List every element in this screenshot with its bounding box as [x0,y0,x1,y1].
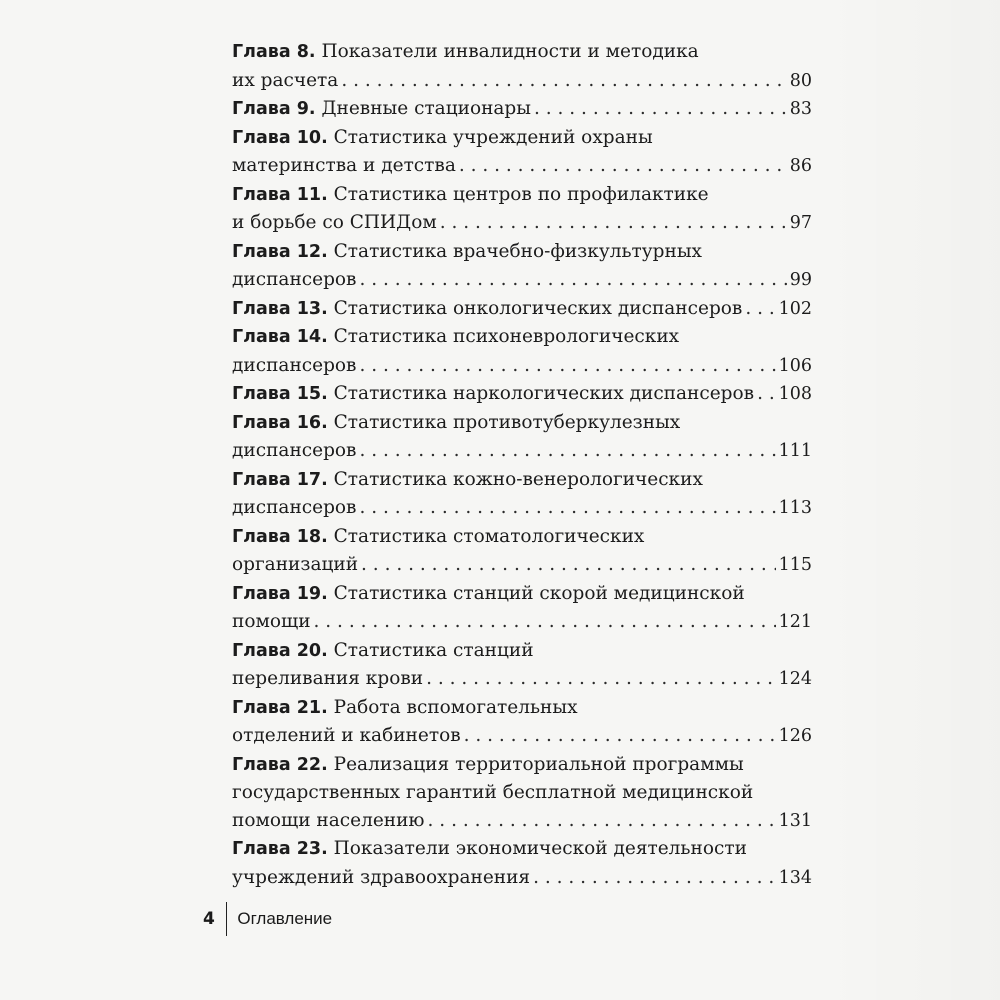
toc-entry [232,95,812,124]
toc-entry-line [232,38,812,67]
toc-page-number: 115 [778,555,812,575]
chapter-title: государственных гарантий бесплатной медицинской [232,782,754,803]
chapter-title: помощи населению [232,809,425,831]
table-of-contents [232,38,812,892]
dot-leader [359,494,775,522]
toc-entry [232,181,812,238]
toc-entry-line [232,124,812,153]
toc-entry [232,323,812,380]
chapter-title: материнства и детства [232,155,456,176]
chapter-label: Глава 13. [232,298,328,319]
toc-page-number: 86 [789,156,812,176]
chapter-title: Статистика врачебно-физкультурных [333,240,702,262]
toc-page-number: 108 [778,384,812,404]
chapter-label: Глава 20. [232,640,328,661]
toc-page-number: 131 [778,810,812,831]
chapter-label: Глава 9. [232,99,316,119]
toc-entry-line [232,523,812,552]
toc-entry-line [232,835,812,864]
chapter-title: Показатели экономической деятельности [333,838,747,859]
dot-leader [464,722,776,750]
chapter-label: Глава 15. [232,384,328,404]
chapter-label: Глава 21. [232,697,328,718]
chapter-title: Статистика учреждений охраны [333,126,653,148]
toc-entry-line [232,580,812,609]
toc-entry-line [232,95,812,124]
toc-entry [232,409,812,466]
toc-entry [232,38,812,95]
chapter-title: их расчета [232,69,339,91]
toc-page-number: 111 [778,441,812,461]
chapter-title: диспансеров [232,269,357,290]
dot-leader [359,437,775,465]
toc-entry-line [232,864,812,893]
toc-page-number: 121 [778,612,812,632]
toc-entry [232,694,812,751]
dot-leader [440,209,787,237]
toc-entry [232,380,812,409]
chapter-title: Статистика наркологических диспансеров [333,383,755,404]
page-footer [203,902,332,936]
toc-entry-line [232,266,812,295]
chapter-label: Глава 10. [232,127,328,148]
chapter-title: Реализация территориальной программы [333,753,744,775]
dot-leader [428,807,776,835]
toc-page-number: 126 [778,726,812,746]
chapter-label: Глава 8. [232,42,316,62]
toc-entry [232,466,812,523]
toc-entry-line [232,807,812,836]
chapter-title: Статистика стоматологических [333,525,645,547]
dot-leader [341,67,786,95]
toc-entry-line [232,238,812,267]
toc-entry-line [232,466,812,495]
toc-entry [232,124,812,181]
toc-page-number: 113 [778,498,812,518]
toc-entry-line [232,779,812,807]
chapter-title: отделений и кабинетов [232,725,461,746]
chapter-title: Статистика центров по профилактике [333,183,709,205]
toc-entry [232,835,812,892]
chapter-label: Глава 12. [232,241,328,262]
toc-entry-line [232,637,812,666]
dot-leader [534,95,787,123]
toc-entry-line [232,665,812,694]
toc-entry-line [232,295,812,324]
chapter-title: Статистика противотуберкулезных [333,411,681,433]
chapter-title: учреждений здравоохранения [232,866,531,888]
toc-entry [232,523,812,580]
chapter-title: Работа вспомогательных [333,696,578,718]
chapter-title: Дневные стационары [321,98,532,119]
toc-entry-line [232,608,812,637]
chapter-label: Глава 16. [232,412,328,433]
chapter-label: Глава 22. [232,754,328,775]
toc-entry-line [232,181,812,210]
chapter-title: диспансеров [232,497,357,518]
chapter-label: Глава 18. [232,526,328,547]
chapter-title: переливания крови [232,668,424,689]
chapter-title: Показатели инвалидности и методика [321,41,699,62]
chapter-title: Статистика кожно-венерологических [333,468,703,490]
toc-page-number: 80 [789,70,812,91]
toc-entry-line [232,751,812,780]
toc-entry-line [232,67,812,96]
toc-entry-line [232,380,812,409]
toc-entry-line [232,694,812,723]
dot-leader [533,864,775,892]
chapter-label: Глава 23. [232,839,328,859]
toc-entry-line [232,323,812,352]
dot-leader [757,380,776,408]
chapter-title: помощи [232,611,311,632]
dot-leader [359,266,786,294]
chapter-title: диспансеров [232,440,357,461]
toc-page-number: 99 [789,270,812,290]
chapter-title: Статистика станций [333,639,534,661]
toc-entry-line [232,551,812,580]
toc-entry [232,238,812,295]
chapter-label: Глава 19. [232,583,328,604]
running-head: Оглавление [237,909,333,928]
dot-leader [459,152,787,180]
toc-entry-line [232,409,812,438]
chapter-title: и борьбе со СПИДом [232,212,437,233]
footer-divider [226,902,228,936]
toc-entry-line [232,494,812,523]
dot-leader [314,608,776,636]
dot-leader [359,352,775,380]
chapter-title: диспансеров [232,354,357,376]
chapter-label: Глава 11. [232,184,328,205]
toc-page-number: 102 [778,298,812,319]
toc-page-number: 134 [778,867,812,888]
toc-entry [232,295,812,324]
chapter-label: Глава 14. [232,327,328,347]
toc-entry [232,637,812,694]
toc-page-number: 83 [789,99,812,119]
chapter-label: Глава 17. [232,469,328,490]
chapter-title: Статистика психоневрологических [333,326,680,347]
toc-entry-line [232,437,812,466]
dot-leader [361,551,776,579]
toc-entry-line [232,209,812,238]
toc-page-number: 97 [789,213,812,233]
page-number: 4 [203,909,215,929]
toc-page-number: 124 [778,669,812,689]
toc-entry-line [232,722,812,751]
toc-page-number: 106 [778,355,812,376]
toc-entry [232,751,812,836]
chapter-title: Статистика станций скорой медицинской [333,582,745,604]
toc-entry-line [232,352,812,381]
toc-entry-line [232,152,812,181]
toc-entry [232,580,812,637]
chapter-title: Статистика онкологических диспансеров [333,297,743,319]
dot-leader [426,665,775,693]
dot-leader [745,295,775,323]
show-through-shadow [820,0,1000,1000]
chapter-title: организаций [232,554,359,575]
